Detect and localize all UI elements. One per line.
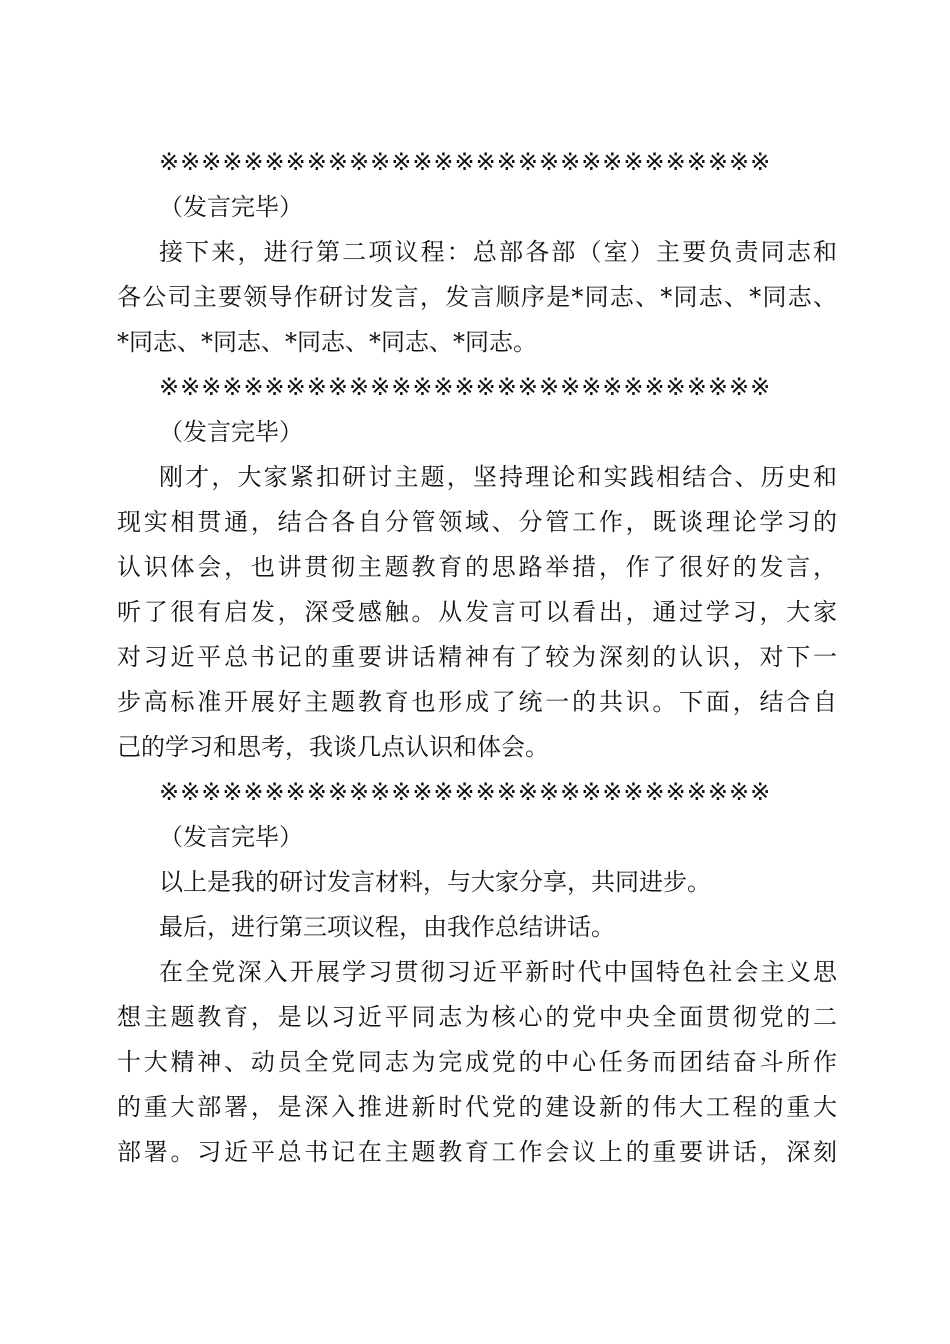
paragraph-line: 各公司主要领导作研讨发言，发言顺序是*同志、*同志、*同志、 — [117, 283, 837, 311]
paragraph-line: 对习近平总书记的重要讲话精神有了较为深刻的认识，对下一 — [117, 643, 837, 671]
separator-line: ※※※※※※※※※※※※※※※※※※※※※※※※※※※※※ — [159, 148, 772, 176]
paragraph-line: 现实相贯通，结合各自分管领域、分管工作，既谈理论学习的 — [117, 508, 837, 536]
document-body — [117, 140, 837, 1175]
speech-end-note: （发言完毕） — [159, 193, 303, 221]
paragraph-line: 十大精神、动员全党同志为完成党的中心任务而团结奋斗所作 — [117, 1048, 837, 1076]
separator-line: ※※※※※※※※※※※※※※※※※※※※※※※※※※※※※ — [159, 373, 772, 401]
paragraph-line: 接下来，进行第二项议程：总部各部（室）主要负责同志和 — [159, 238, 837, 266]
paragraph-line: 步高标准开展好主题教育也形成了统一的共识。下面，结合自 — [117, 688, 837, 716]
speech-end-note: （发言完毕） — [159, 418, 303, 446]
separator-line: ※※※※※※※※※※※※※※※※※※※※※※※※※※※※※ — [159, 778, 772, 806]
speech-end-note: （发言完毕） — [159, 823, 303, 851]
paragraph-line: *同志、*同志、*同志、*同志、*同志。 — [117, 328, 537, 356]
paragraph-line: 听了很有启发，深受感触。从发言可以看出，通过学习，大家 — [117, 598, 837, 626]
paragraph-line: 己的学习和思考，我谈几点认识和体会。 — [117, 733, 549, 761]
paragraph-line: 认识体会，也讲贯彻主题教育的思路举措，作了很好的发言， — [117, 553, 837, 581]
paragraph-line: 想主题教育，是以习近平同志为核心的党中央全面贯彻党的二 — [117, 1003, 837, 1031]
paragraph-line: 最后，进行第三项议程，由我作总结讲话。 — [159, 913, 615, 941]
paragraph-line: 部署。习近平总书记在主题教育工作会议上的重要讲话，深刻 — [117, 1138, 837, 1166]
paragraph-line: 的重大部署，是深入推进新时代党的建设新的伟大工程的重大 — [117, 1093, 837, 1121]
paragraph-line: 刚才，大家紧扣研讨主题，坚持理论和实践相结合、历史和 — [159, 463, 837, 491]
paragraph-line: 在全党深入开展学习贯彻习近平新时代中国特色社会主义思 — [159, 958, 837, 986]
paragraph-line: 以上是我的研讨发言材料，与大家分享，共同进步。 — [159, 868, 711, 896]
